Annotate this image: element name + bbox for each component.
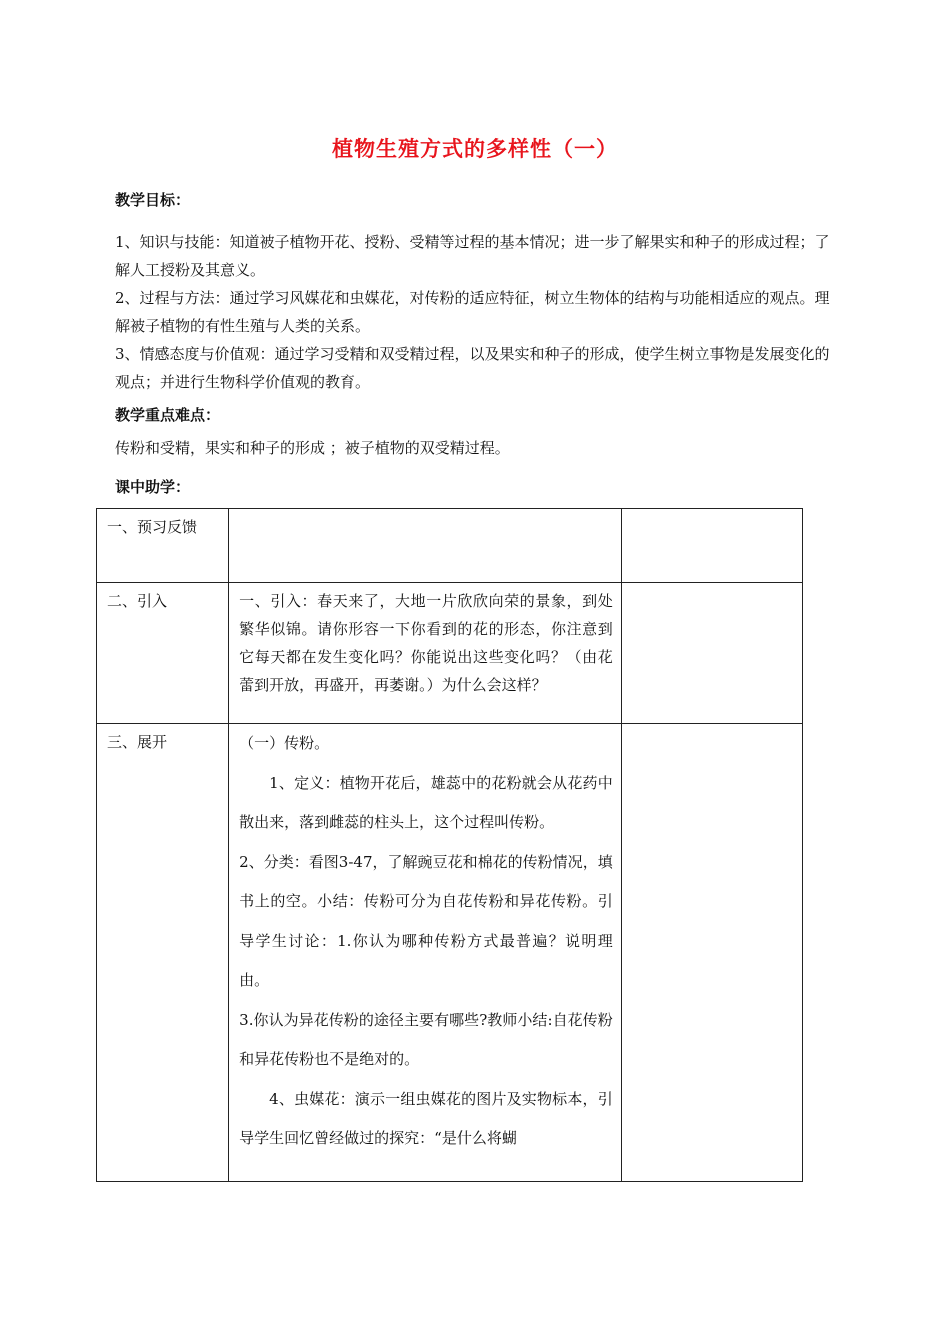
objective-item-1: 1、知识与技能：知道被子植物开花、授粉、受精等过程的基本情况；进一步了解果实和种子的形成过程；了解人工授粉及其意义。 — [115, 233, 830, 279]
row-label-cell — [97, 583, 229, 724]
table-row — [97, 724, 803, 1182]
row-label-cell — [97, 509, 229, 583]
row-content-cell — [229, 583, 622, 724]
key-points-heading: 教学重点难点： — [115, 406, 221, 424]
develop-subheading: （一）传粉。 — [239, 734, 330, 752]
table-row — [97, 583, 803, 724]
key-points-text: 传粉和受精，果实和种子的形成 ；被子植物的双受精过程。 — [115, 439, 510, 457]
table-row — [97, 509, 803, 583]
row-label: 三、展开 — [107, 733, 168, 751]
intro-content — [229, 583, 621, 699]
row-note-cell — [621, 509, 802, 583]
document-title: 植物生殖方式的多样性（一） — [332, 137, 618, 161]
row-label: 二、引入 — [107, 592, 168, 610]
lesson-table — [96, 508, 803, 1182]
row-content-cell — [229, 509, 622, 583]
objectives-heading: 教学目标： — [115, 191, 191, 209]
develop-content — [229, 724, 621, 1159]
develop-paragraph: 2、分类：看图3-47，了解豌豆花和棉花的传粉情况，填书上的空。小结：传粉可分为自花传粉和异花传粉。引导学生讨论：1.你认为哪种传粉方式最普遍？说明理由。 — [239, 852, 613, 989]
develop-paragraph: 1、定义：植物开花后，雄蕊中的花粉就会从花药中散出来，落到雌蕊的柱头上，这个过程叫传粉。 — [239, 773, 613, 831]
intro-paragraph: 一、引入：春天来了，大地一片欣欣向荣的景象，到处繁华似锦。请你形容一下你看到的花的形态，你注意到它每天都在发生变化吗？你能说出这些变化吗？（由花蕾到开放，再盛开，再萎谢。）为什么会这样？ — [239, 592, 613, 694]
objective-item-3: 3、情感态度与价值观：通过学习受精和双受精过程，以及果实和种子的形成，使学生树立事物是发展变化的观点；并进行生物科学价值观的教育。 — [115, 345, 830, 391]
row-label-cell — [97, 724, 229, 1182]
row-note-cell — [621, 583, 802, 724]
row-content-cell — [229, 724, 622, 1182]
develop-paragraph: 3.你认为异花传粉的途径主要有哪些?教师小结:自花传粉和异花传粉也不是绝对的。 — [239, 1010, 613, 1068]
develop-paragraph: 4、虫媒花：演示一组虫媒花的图片及实物标本，引导学生回忆曾经做过的探究：“是什么将蝴 — [239, 1089, 613, 1147]
row-note-cell — [621, 724, 802, 1182]
objective-item-2: 2、过程与方法：通过学习风媒花和虫媒花，对传粉的适应特征，树立生物体的结构与功能相适应的观点。理解被子植物的有性生殖与人类的关系。 — [115, 289, 830, 335]
class-help-heading: 课中助学： — [115, 478, 191, 496]
row-label: 一、预习反馈 — [107, 518, 198, 536]
